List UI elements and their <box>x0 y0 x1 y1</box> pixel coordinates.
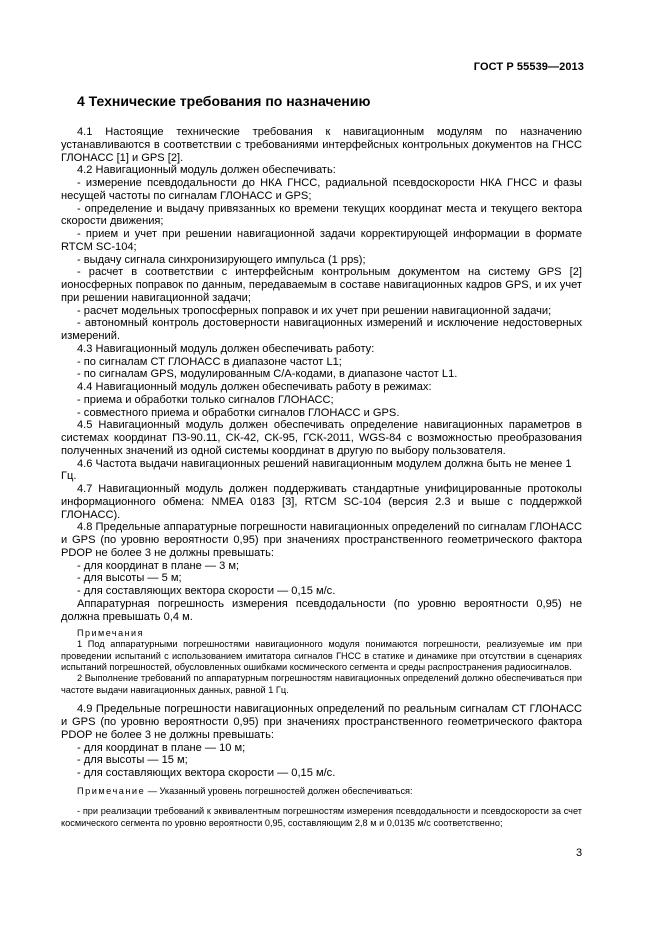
list-item: - расчет модельных тропосферных поправок и их учет при решении навигационной задачи; <box>77 304 552 317</box>
list-item: - по сигналам GPS, модулированным С/А-кодами, в диапазоне частот L1. <box>77 368 458 381</box>
list-item: - для высоты — 5 м; <box>77 572 182 585</box>
document-body <box>61 126 582 829</box>
list-item: - расчет в соответствии с интерфейсным контрольным документом на систему GPS [2] ионосферных поправок по данным, передаваемым в составе навигационных кадров GPS, и их учет при решении навигационной задачи; <box>61 266 582 304</box>
clause-4-3: 4.3 Навигационный модуль должен обеспечивать работу: <box>77 342 375 355</box>
note-item: - при реализации требований к эквивалентным погрешностям измерения псевдодальности и псевдоскорости за счет космического сегмента по уровню вероятности 0,95, составляющим 2,8 м и 0,0135 м/с соответственно; <box>61 806 582 828</box>
clause-4-8: 4.8 Предельные аппаратурные погрешности навигационных определений по сигналам ГЛОНАСС и GPS (по уровню вероятности 0,95) при значениях пространственного геометрического фактора PDOP не более 3 не должны превышать: <box>61 521 582 559</box>
note-lead-text: — Указанный уровень погрешностей должен обеспечиваться: <box>145 785 413 796</box>
clause-4-2: 4.2 Навигационный модуль должен обеспечивать: <box>77 164 336 177</box>
list-item: - для высоты — 15 м; <box>77 754 188 767</box>
clause-4-7: 4.7 Навигационный модуль должен поддерживать стандартные унифицированные протоколы информационного обмена: NMEA 0183 [3], RTCM SC-104 (версия 2.3 и выше с поддержкой ГЛОНАСС). <box>61 483 582 521</box>
clause-4-1: 4.1 Настоящие технические требования к навигационным модулям по назначению устанавливаются в соответствии с требованиями интерфейсных контрольных документов на ГНСС ГЛОНАСС [1] и GPS [2]. <box>61 126 582 164</box>
list-item: - для координат в плане — 10 м; <box>77 741 246 754</box>
list-item: - выдачу сигнала синхронизирующего импульса (1 pps); <box>77 253 366 266</box>
list-item: - совместного приема и обработки сигналов ГЛОНАСС и GPS. <box>77 406 400 419</box>
list-item: - автономный контроль достоверности навигационных измерений и исключение недостоверных измерений. <box>61 317 582 342</box>
clause-4-4: 4.4 Навигационный модуль должен обеспечивать работу в режимах: <box>77 381 432 393</box>
note-1: 1 Под аппаратурными погрешностями навигационного модуля понимаются погрешности, реализуемые им при проведении испытаний с использованием имитатора сигналов ГНСС в статике и динамике при отсутствии в сценариях испытаний погрешностей, обусловленных ошибками космического сегмента и среды распространения радиосигналов. <box>61 639 582 673</box>
note-lead: Примечание <box>77 785 146 796</box>
list-item: - для координат в плане — 3 м; <box>77 559 240 572</box>
section-title: 4 Технические требования по назначению <box>77 93 371 109</box>
list-item: - для составляющих вектора скорости — 0,15 м/с. <box>77 767 336 780</box>
page-number: 3 <box>576 847 583 859</box>
note-2: 2 Выполнение требований по аппаратурным погрешностям навигационных определений должно обеспечиваться при частоте выдачи навигационных данных, равной 1 Гц. <box>61 673 582 695</box>
clause-4-6: 4.6 Частота выдачи навигационных решений навигационным модулем должна быть не менее 1 Гц. <box>61 457 572 483</box>
list-item: - приема и обработки только сигналов ГЛОНАСС; <box>77 393 334 406</box>
notes-heading: Примечания <box>77 628 144 639</box>
list-item: - для составляющих вектора скорости — 0,15 м/с. <box>77 585 336 597</box>
clause-4-5: 4.5 Навигационный модуль должен обеспечивать определение навигационных параметров в системах координат ПЗ-90.11, СК-42, СК-95, ГСК-2011, WGS-84 с возможностью преобразования полученных значений из одной системы координат в другую по выбору пользователя. <box>61 419 582 457</box>
document-designation: ГОСТ Р 55539—2013 <box>473 61 584 73</box>
clause-4-9: 4.9 Предельные погрешности навигационных определений по реальным сигналам СТ ГЛОНАСС и GPS (по уровню вероятности 0,95) при значениях пространственного геометрического фактора PDOP не более 3 не должны превышать: <box>61 703 582 741</box>
clause-4-8-tail: Аппаратурная погрешность измерения псевдодальности (по уровню вероятности 0,95) не должна превышать 0,4 м. <box>61 597 582 623</box>
list-item: - определение и выдачу привязанных ко времени текущих координат места и текущего вектора скорости движения; <box>61 202 582 228</box>
list-item: - по сигналам СТ ГЛОНАСС в диапазоне частот L1; <box>77 355 342 368</box>
list-item: - измерение псевдодальности до НКА ГНСС, радиальной псевдоскорости НКА ГНСС и фазы несущей частоты по сигналам ГЛОНАСС и GPS; <box>61 177 582 202</box>
list-item: - прием и учет при решении навигационной задачи корректирующей информации в формате RTCM SC-104; <box>61 228 582 253</box>
note-heading <box>61 786 582 797</box>
